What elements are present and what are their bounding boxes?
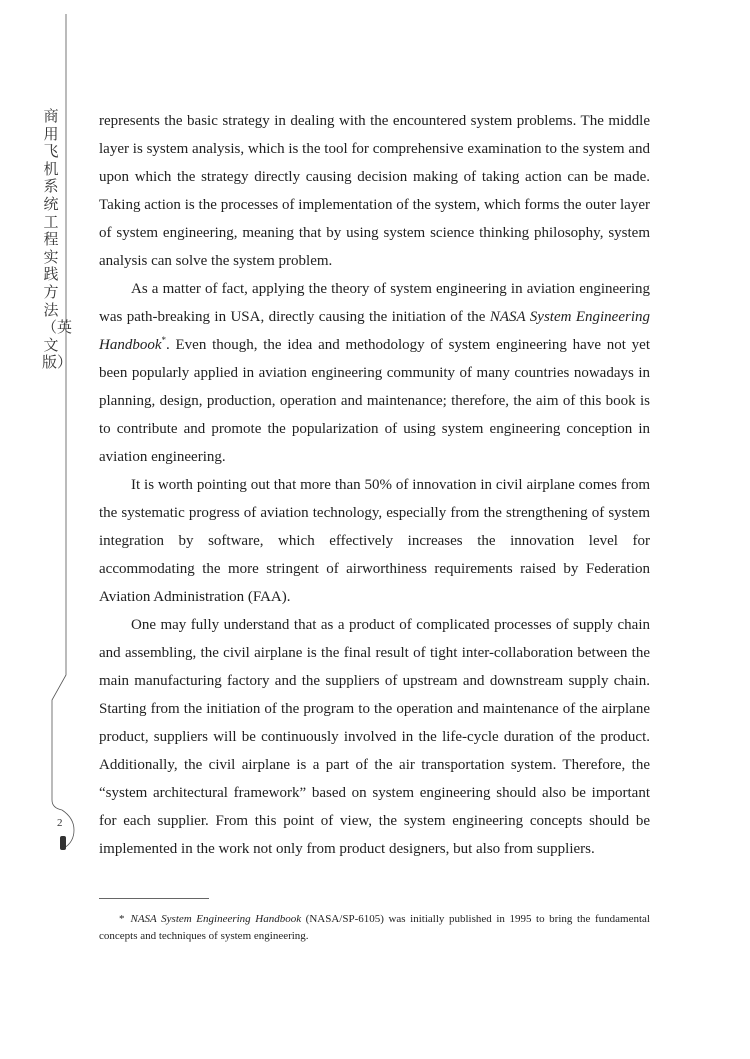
paragraph-2 xyxy=(99,275,650,471)
handbook-title: NASA System Engineering Handbook xyxy=(99,309,650,353)
page-tab-marker xyxy=(60,836,66,850)
footnote-divider xyxy=(99,898,209,899)
footnote-mark: * xyxy=(119,913,125,925)
footnote-text: (NASA/SP-6105) was initially published in 1995 to bring the fundamental concepts and techniques of system engineering. xyxy=(99,913,650,942)
page-number: 2 xyxy=(57,817,63,829)
footnote-title: NASA System Engineering Handbook xyxy=(130,913,302,925)
paragraph-4: One may fully understand that as a product of complicated processes of supply chain and assembling, the civil airplane is the final result of tight inter-collaboration between the main manufacturing factory and the suppliers of upstream and downstream supply chain. Starting from the initiation of the program to the operation and maintenance of the airplane product, suppliers will be continuously involved in the life-cycle duration of the product. Additionally, the civil airplane is a part of the air transportation system. Therefore, the “system architectural framework” based on system engineering should also be important for each supplier. From this point of view, the system engineering concepts should be implemented in the work not only from product designers, but also from suppliers. xyxy=(99,617,650,857)
footnote-reference: * xyxy=(161,335,166,345)
footnote xyxy=(99,911,650,945)
paragraph-1: represents the basic strategy in dealing with the encountered system problems. The middle layer is system analysis, which is the tool for comprehensive examination to the system and upon which the strategy directly causing decision making of taking action can be made. Taking action is the processes of implementation of the system, which forms the outer layer of system engineering, meaning that by using system science thinking philosophy, system analysis can solve the system problem. xyxy=(99,113,650,269)
paragraph-3: It is worth pointing out that more than 50% of innovation in civil airplane comes from the systematic progress of aviation technology, especially from the strengthening of system integration by software, which effectively increases the innovation level for accommodating the more stringent of airworthiness requirements raised by Federation Aviation Administration (FAA). xyxy=(99,477,650,605)
paragraph-2-end: . Even though, the idea and methodology of system engineering have not yet been popularly applied in aviation engineering community of many countries nowadays in planning, design, production, operation and maintenance; therefore, the aim of this book is to contribute and promote the popularization of using system engineering conception in aviation engineering. xyxy=(99,337,650,465)
paragraph-2-start: As a matter of fact, applying the theory of system engineering in aviation engineering was path-breaking in USA, directly causing the initiation of the xyxy=(99,281,650,325)
book-side-title: 商用飞机系统工程实践方法（英文版） xyxy=(42,107,73,372)
main-text xyxy=(99,107,650,863)
